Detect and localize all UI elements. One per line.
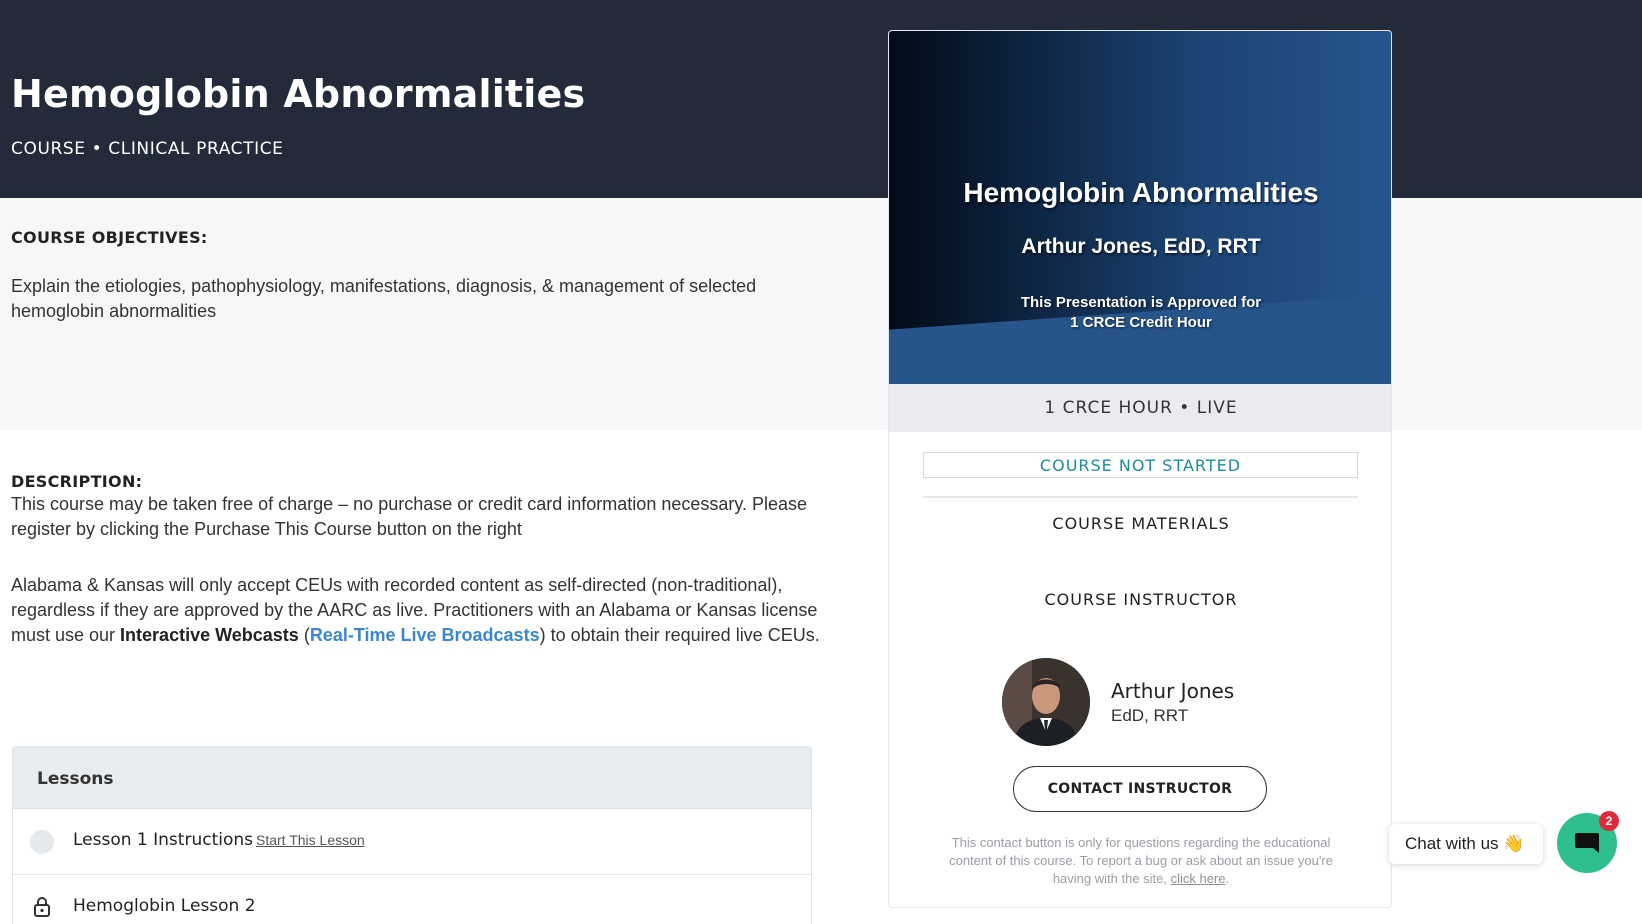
description-ceu-note [11, 573, 821, 648]
contact-note [929, 834, 1353, 888]
lesson-title[interactable]: Lesson 1 Instructions [73, 830, 253, 850]
lesson-status-icon [30, 830, 54, 854]
lock-icon [33, 897, 51, 917]
report-issue-link[interactable]: click here [1170, 871, 1226, 886]
instructor-credentials: EdD, RRT [1111, 706, 1189, 725]
description-text: This course may be taken free of charge – no purchase or credit card information necessary. Please register by clicking the Purchase This Course button on the right [11, 494, 808, 539]
lessons-list [12, 746, 812, 924]
paren-open: ( [298, 625, 310, 645]
lesson-title[interactable]: Hemoglobin Lesson 2 [73, 896, 256, 916]
interactive-webcasts-label: Interactive Webcasts [120, 625, 299, 645]
course-status-badge: COURSE NOT STARTED [923, 452, 1358, 478]
page-title: Hemoglobin Abnormalities [11, 72, 586, 116]
start-lesson-link[interactable]: Start This Lesson [256, 832, 365, 848]
contact-note-text: This contact button is only for questions regarding the educational content of this course. To report a bug or ask about an issue you're having with the site, [949, 835, 1333, 886]
description-heading: DESCRIPTION: [11, 472, 143, 491]
course-category: COURSE • CLINICAL PRACTICE [11, 139, 284, 159]
chat-label: Chat with us [1405, 834, 1499, 853]
instructor-avatar [1002, 658, 1090, 746]
chat-prompt[interactable] [1389, 824, 1543, 864]
contact-instructor-button[interactable]: CONTACT INSTRUCTOR [1013, 766, 1267, 812]
objectives-text: Explain the etiologies, pathophysiology, manifestations, diagnosis, & management of selected hemoglobin abnormalities [11, 276, 757, 321]
course-card [888, 30, 1392, 908]
objectives-heading: COURSE OBJECTIVES: [11, 228, 208, 247]
lesson-row[interactable] [13, 809, 811, 875]
wave-icon: 👋 [1503, 834, 1525, 853]
course-materials-heading[interactable]: COURSE MATERIALS [1052, 514, 1230, 533]
course-thumbnail [889, 31, 1392, 384]
contact-note-end: . [1225, 871, 1230, 886]
thumbnail-title: Hemoglobin Abnormalities [963, 177, 1319, 208]
course-meta: 1 CRCE HOUR • LIVE [889, 384, 1392, 432]
ceu-note-start: Alabama & Kansas will only accept CEUs with recorded content as self-directed (non-traditional), regardless if they are approved by the AARC as live. Practitioners with an Alabama or Kansas license must use our [11, 575, 818, 645]
chat-unread-badge: 2 [1599, 811, 1619, 831]
lessons-heading: Lessons [13, 747, 811, 809]
instructor-photo-icon [1002, 658, 1090, 746]
divider [923, 496, 1358, 498]
course-header [0, 0, 1642, 198]
thumbnail-approval-note [889, 293, 1392, 333]
lesson-row[interactable] [13, 875, 811, 924]
approval-line-1: This Presentation is Approved for [1020, 294, 1262, 311]
course-objectives-section [0, 198, 1642, 430]
course-instructor-heading: COURSE INSTRUCTOR [1044, 590, 1238, 609]
live-broadcasts-link[interactable]: Real-Time Live Broadcasts [309, 625, 540, 645]
ceu-note-end: ) to obtain their required live CEUs. [539, 625, 820, 645]
instructor-name: Arthur Jones [1111, 679, 1235, 703]
approval-line-2: 1 CRCE Credit Hour [1070, 314, 1212, 331]
thumbnail-author: Arthur Jones, EdD, RRT [1021, 235, 1261, 258]
